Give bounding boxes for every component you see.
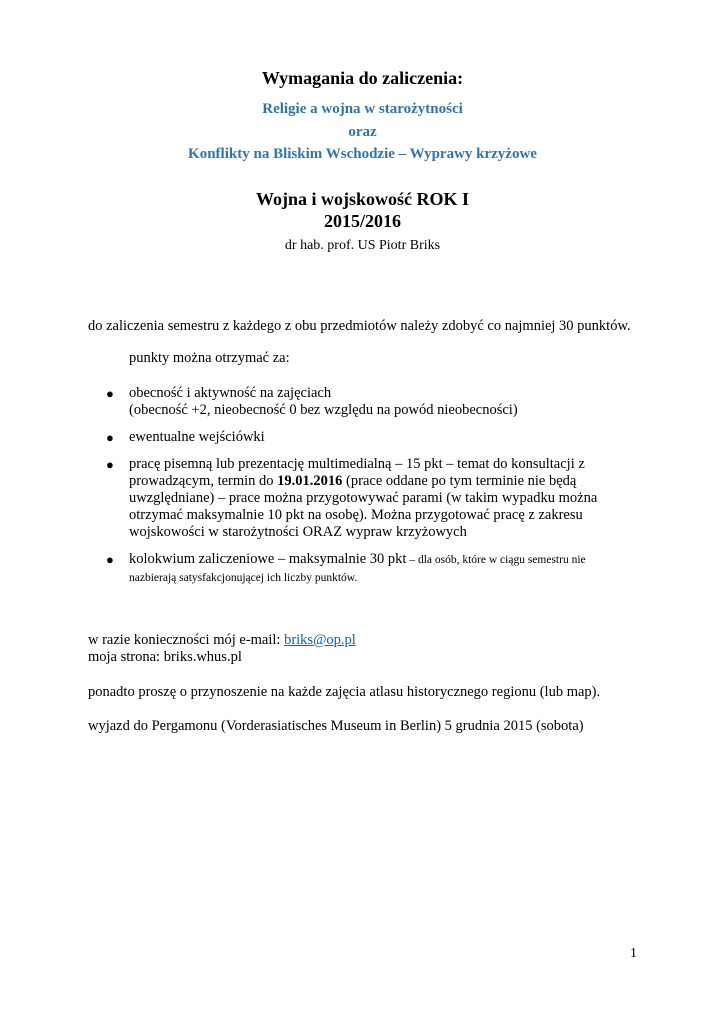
trip-note: wyjazd do Pergamonu (Vorderasiatisches Museum in Berlin) 5 grudnia 2015 (sobota) [88,718,584,734]
subject-middle-east-crusades: Konflikty na Bliskim Wschodzie – Wyprawy krzyżowe [188,146,537,162]
email-line [88,632,356,649]
email-link[interactable]: briks@op.pl [284,632,356,648]
academic-year: 2015/2016 [323,211,401,231]
colloquium-note: – dla osób, które w ciągu semestru nie nazbierają satysfakcjonującej ich liczby punktów. [129,554,586,584]
email-label: w razie konieczności mój e-mail: [88,632,285,648]
written-work-text-2: (prace oddane po tym terminie nie będą uwzględniane) – prace można przygotowywać parami (w takim wypadku można otrzymać maksymalnie 10 pkt na osobę). Można przygotować pracę z zakresu wojskowości w starożytności ORAZ wypraw krzyżowych [129,473,598,540]
page-number: 1 [630,946,637,961]
contact-info [88,632,356,666]
intro-paragraph: do zaliczenia semestru z każdego z obu przedmiotów należy zdobyć co najmniej 30 punktów. [88,318,631,334]
list-item-colloquium [106,551,626,587]
quizzes-label: ewentualne wejściówki [129,429,265,445]
bullet-icon: ● [106,552,114,567]
attendance-label: obecność i aktywność na zajęciach [129,385,332,401]
colloquium-text: kolokwium zaliczeniowe – maksymalnie 30 pkt [129,551,407,567]
deadline-date: 19.01.2016 [277,473,343,489]
list-item-quizzes [106,429,626,446]
website-line: moja strona: briks.whus.pl [88,649,242,665]
course-name: Wojna i wojskowość ROK I [255,189,470,209]
written-work-text-1: pracę pisemną lub prezentację multimedialną – 15 pkt – temat do konsultacji z prowadzącym, termin do [129,456,585,489]
subject-conjunction: oraz [348,124,377,140]
atlas-note: ponadto proszę o przynoszenie na każde zajęcia atlasu historycznego regionu (lub map). [88,684,601,700]
course-heading [0,188,725,232]
teacher-name: dr hab. prof. US Piotr Briks [284,238,441,253]
list-item-written-work [106,456,626,541]
bullet-icon: ● [106,457,114,472]
bullet-icon: ● [106,386,114,401]
attendance-detail: (obecność +2, nieobecność 0 bez względu na powód nieobecności) [129,402,518,418]
list-item-attendance [106,385,626,419]
bullet-icon: ● [106,430,114,445]
requirements-list [106,385,626,587]
page-title: Wymagania do zaliczenia: [261,68,464,88]
points-intro: punkty można otrzymać za: [129,350,290,366]
subject-religions-war: Religie a wojna w starożytności [262,101,463,117]
